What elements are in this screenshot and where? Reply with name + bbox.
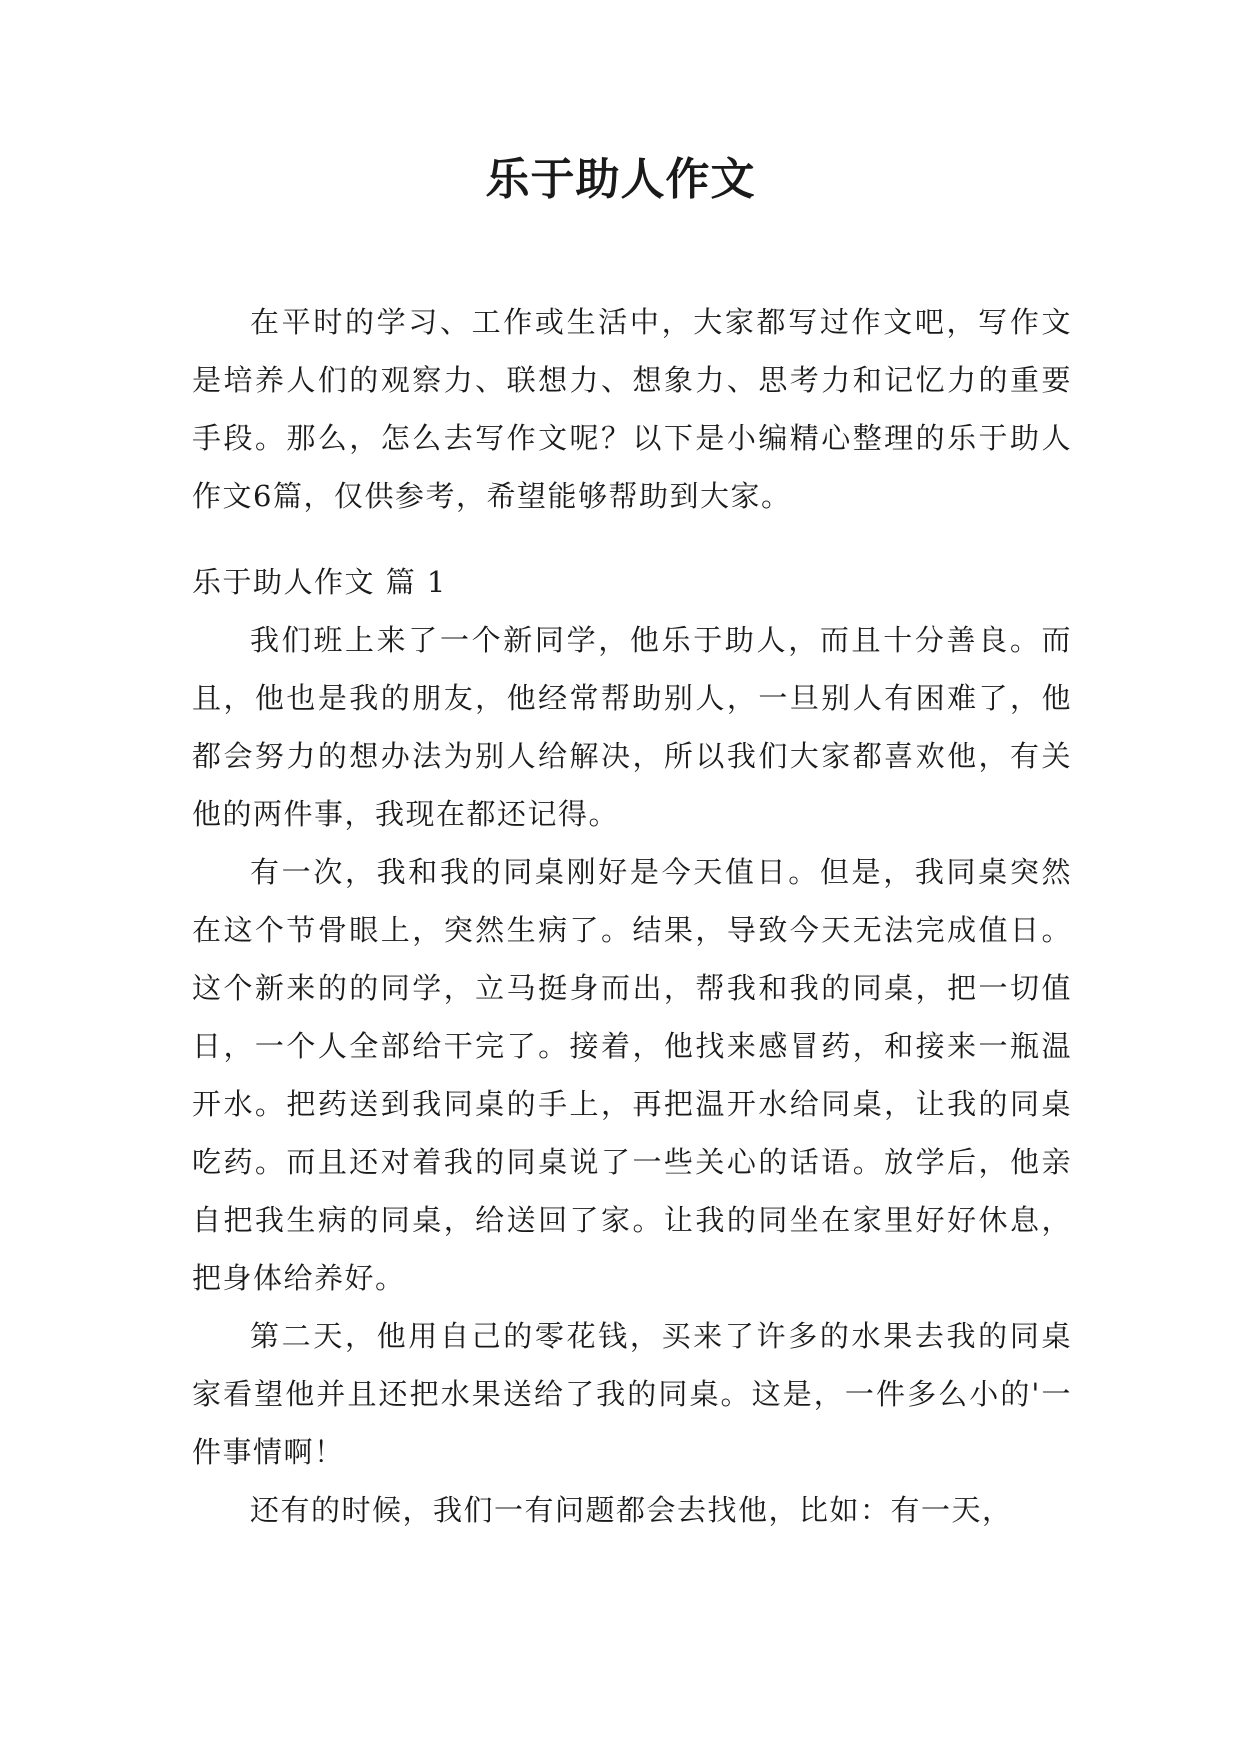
page-title: 乐于助人作文 <box>485 154 756 205</box>
body-paragraph: 有一次，我和我的同桌刚好是今天值日。但是，我同桌突然在这个节骨眼上，突然生病了。结果，导致今天无法完成值日。这个新来的的同学，立马挺身而出，帮我和我的同桌，把一切值日，一个人全部给干完了。接着，他找来感冒药，和接来一瓶温开水。把药送到我同桌的手上，再把温开水给同桌，让我的同桌吃药。而且还对着我的同桌说了一些关心的话语。放学后，他亲自把我生病的同桌，给送回了家。让我的同坐在家里好好休息，把身体给养好。 <box>192 855 1072 1295</box>
body-paragraph: 我们班上来了一个新同学，他乐于助人，而且十分善良。而且，他也是我的朋友，他经常帮助别人，一旦别人有困难了，他都会努力的想办法为别人给解决，所以我们大家都喜欢他，有关他的两件事，我现在都还记得。 <box>192 623 1072 831</box>
body-paragraph: 还有的时候，我们一有问题都会去找他，比如：有一天， <box>250 1493 1013 1527</box>
body-paragraph: 第二天，他用自己的零花钱，买来了许多的水果去我的同桌家看望他并且还把水果送给了我的同桌。这是，一件多么小的'一件事情啊！ <box>192 1319 1072 1469</box>
intro-paragraph: 在平时的学习、工作或生活中，大家都写过作文吧，写作文是培养人们的观察力、联想力、想象力、思考力和记忆力的重要手段。那么，怎么去写作文呢？以下是小编精心整理的乐于助人作文6篇，仅供参考，希望能够帮助到大家。 <box>192 305 1072 513</box>
document-body <box>192 293 1072 1539</box>
section-heading: 乐于助人作文 篇 1 <box>192 565 447 599</box>
